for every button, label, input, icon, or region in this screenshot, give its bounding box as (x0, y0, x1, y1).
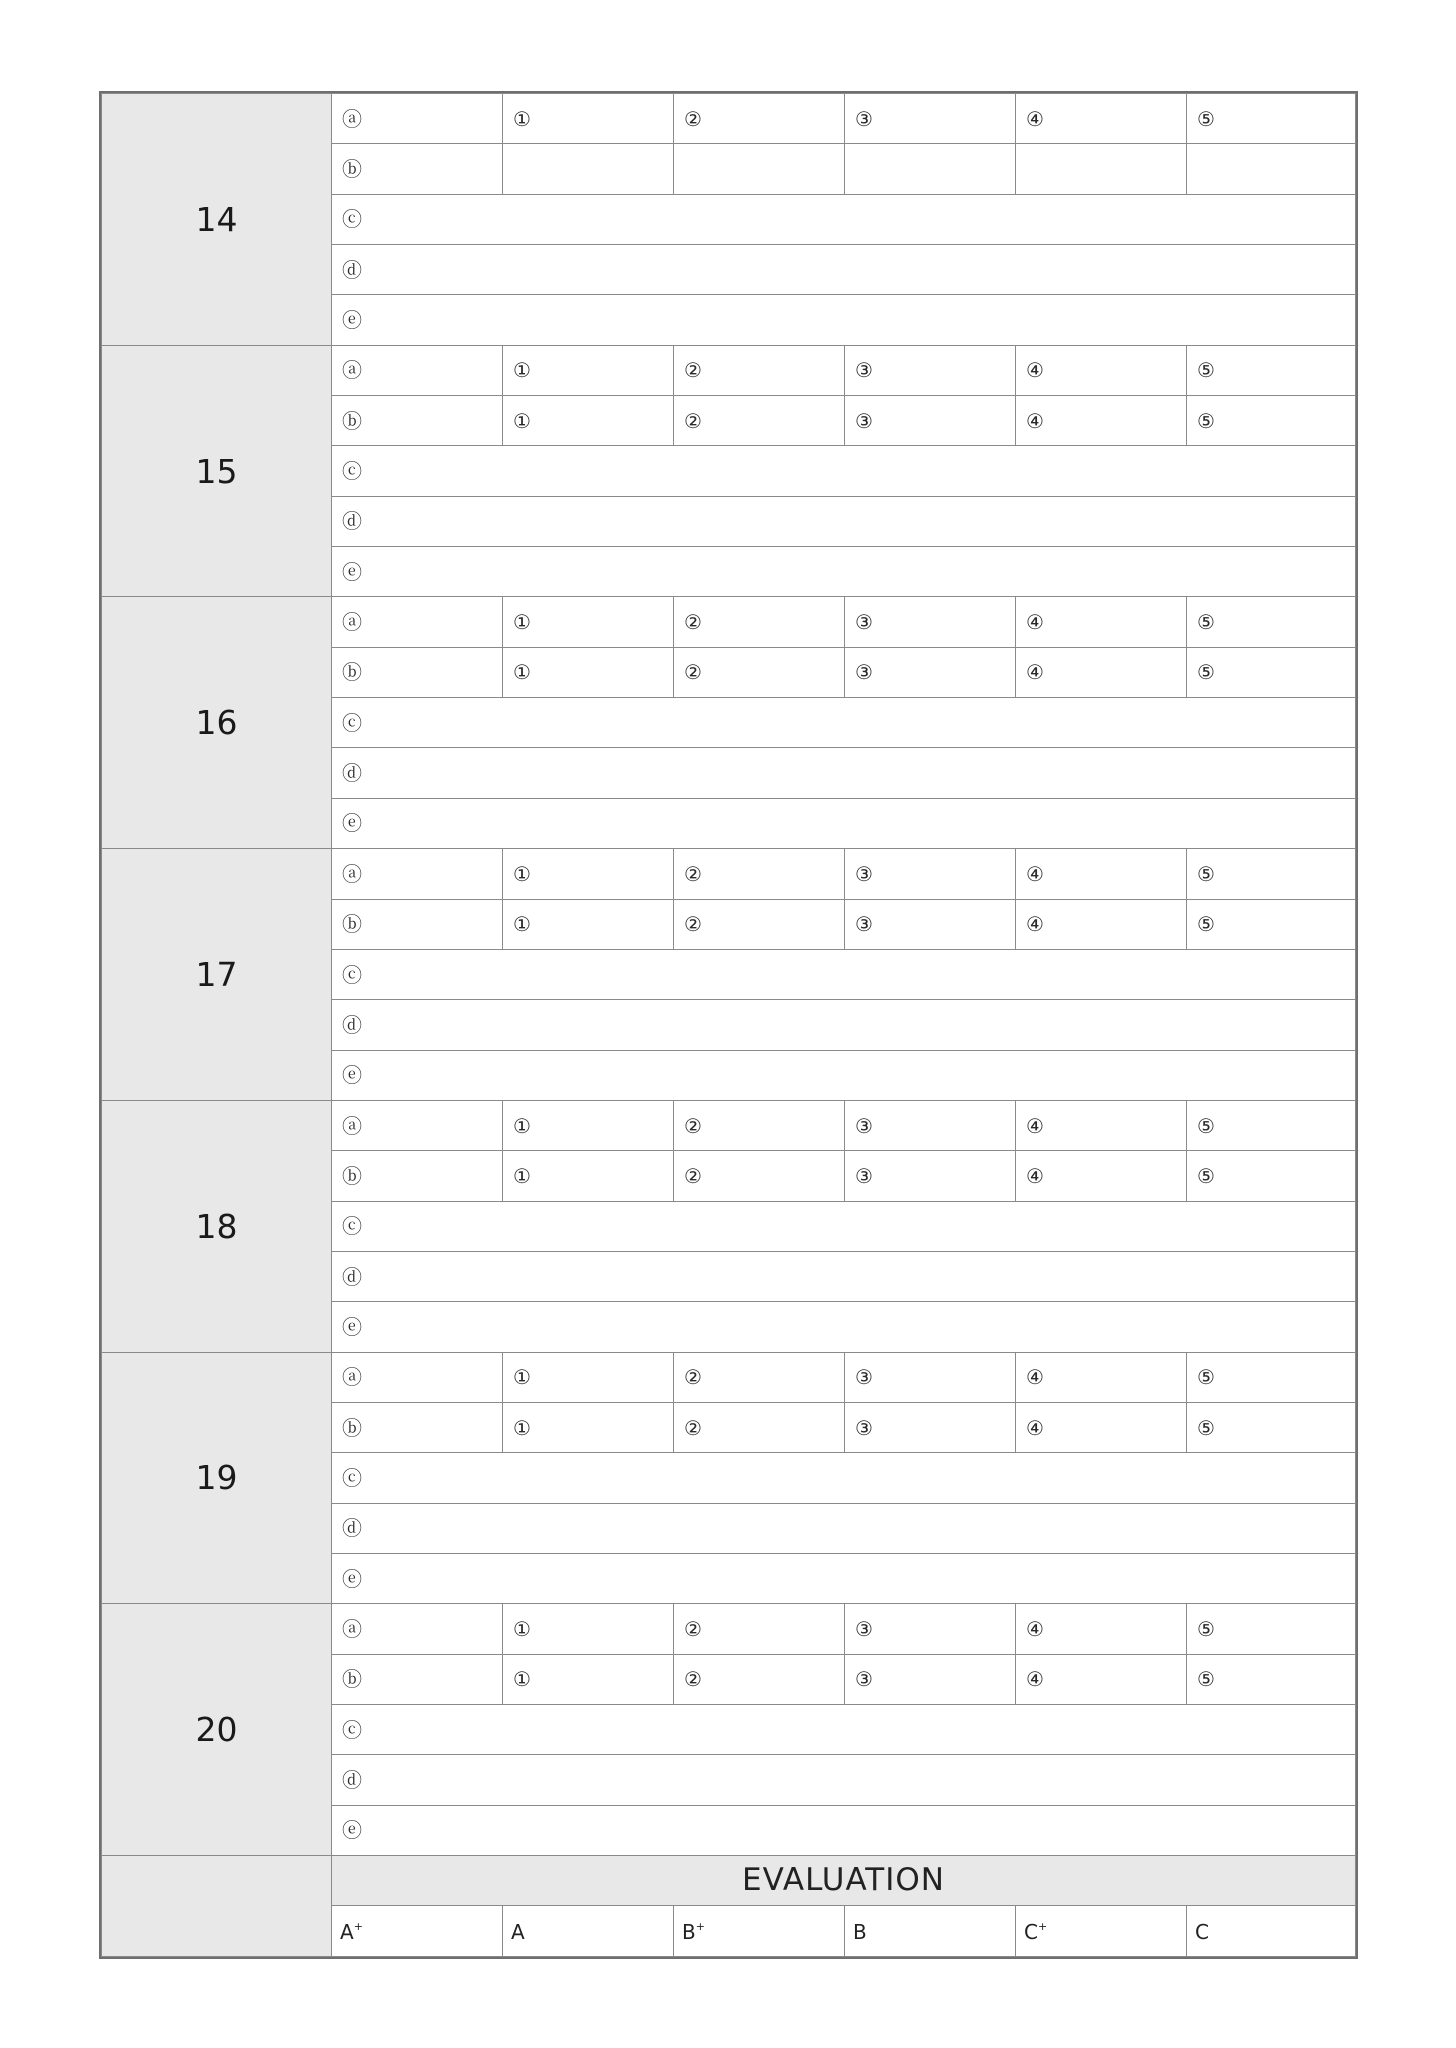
choice-cell[interactable]: ① (503, 597, 674, 647)
choice-cell[interactable]: ⑤ (1187, 647, 1356, 697)
grade-cell[interactable] (845, 1906, 1016, 1957)
evaluation-header-row (102, 1856, 1356, 1906)
question-number: 15 (102, 345, 332, 597)
sub-item-label: ⓐ (332, 94, 503, 144)
choice-cell[interactable]: ④ (1016, 396, 1187, 446)
choice-cell[interactable]: ④ (1016, 345, 1187, 395)
answer-line[interactable]: ⓔ (332, 295, 1356, 345)
sub-item-label: ⓑ (332, 1654, 503, 1704)
grade-letter: A (340, 1919, 354, 1944)
choice-cell[interactable] (674, 144, 845, 194)
answer-line[interactable]: ⓓ (332, 1755, 1356, 1805)
choice-cell[interactable]: ④ (1016, 94, 1187, 144)
choice-cell[interactable]: ① (503, 1604, 674, 1654)
choice-cell[interactable]: ④ (1016, 597, 1187, 647)
choice-cell[interactable]: ① (503, 1352, 674, 1402)
choice-cell[interactable]: ⑤ (1187, 396, 1356, 446)
choice-cell[interactable]: ⑤ (1187, 1604, 1356, 1654)
choice-cell[interactable]: ② (674, 1604, 845, 1654)
evaluation-blank-cell (102, 1856, 332, 1957)
choice-cell[interactable]: ③ (845, 849, 1016, 899)
choice-cell[interactable] (1187, 144, 1356, 194)
answer-row (102, 1352, 1356, 1402)
choice-cell[interactable]: ② (674, 1352, 845, 1402)
answer-row (102, 849, 1356, 899)
choice-cell[interactable]: ⑤ (1187, 899, 1356, 949)
answer-line[interactable]: ⓓ (332, 1251, 1356, 1301)
choice-cell[interactable]: ④ (1016, 1604, 1187, 1654)
choice-cell[interactable]: ⑤ (1187, 1654, 1356, 1704)
question-number: 14 (102, 94, 332, 346)
sub-item-label: ⓑ (332, 144, 503, 194)
choice-cell[interactable]: ① (503, 396, 674, 446)
answer-line[interactable]: ⓓ (332, 1503, 1356, 1553)
choice-cell[interactable] (503, 144, 674, 194)
sub-item-label: ⓐ (332, 1604, 503, 1654)
question-number: 20 (102, 1604, 332, 1856)
choice-cell[interactable]: ① (503, 1654, 674, 1704)
grade-letter: B (682, 1919, 696, 1944)
question-number: 16 (102, 597, 332, 849)
answer-line[interactable]: ⓔ (332, 798, 1356, 848)
sub-item-label: ⓑ (332, 647, 503, 697)
answer-line[interactable]: ⓔ (332, 1553, 1356, 1603)
sub-item-label: ⓐ (332, 345, 503, 395)
choice-cell[interactable]: ③ (845, 647, 1016, 697)
choice-cell[interactable]: ② (674, 345, 845, 395)
choice-cell[interactable]: ② (674, 1654, 845, 1704)
grade-cell[interactable] (1187, 1906, 1356, 1957)
choice-cell[interactable]: ② (674, 94, 845, 144)
sub-item-label: ⓐ (332, 1352, 503, 1402)
answer-line[interactable]: ⓔ (332, 1050, 1356, 1100)
choice-cell[interactable]: ③ (845, 899, 1016, 949)
choice-cell[interactable]: ③ (845, 94, 1016, 144)
grade-letter: A (511, 1919, 525, 1944)
grade-letter: C (1024, 1919, 1038, 1944)
answer-row (102, 1604, 1356, 1654)
sub-item-label: ⓑ (332, 1402, 503, 1452)
evaluation-title: EVALUATION (332, 1856, 1356, 1906)
answer-line[interactable]: ⓒ (332, 194, 1356, 244)
answer-line[interactable]: ⓔ (332, 547, 1356, 597)
answer-line[interactable]: ⓓ (332, 496, 1356, 546)
choice-cell[interactable]: ③ (845, 345, 1016, 395)
sub-item-label: ⓐ (332, 597, 503, 647)
grade-cell[interactable] (332, 1906, 503, 1957)
answer-row (102, 94, 1356, 144)
grade-letter: C (1195, 1919, 1209, 1944)
grade-cell[interactable] (674, 1906, 845, 1957)
choice-cell[interactable]: ① (503, 899, 674, 949)
sub-item-label: ⓑ (332, 899, 503, 949)
choice-cell[interactable]: ⑤ (1187, 597, 1356, 647)
choice-cell[interactable]: ① (503, 1151, 674, 1201)
choice-cell[interactable]: ① (503, 1100, 674, 1150)
choice-cell[interactable]: ② (674, 396, 845, 446)
sub-item-label: ⓑ (332, 1151, 503, 1201)
choice-cell[interactable]: ④ (1016, 1654, 1187, 1704)
choice-cell[interactable]: ③ (845, 1604, 1016, 1654)
grade-letter: B (853, 1919, 867, 1944)
choice-cell[interactable]: ③ (845, 1654, 1016, 1704)
answer-line[interactable]: ⓒ (332, 1201, 1356, 1251)
answer-grid (101, 93, 1356, 1957)
answer-row (102, 597, 1356, 647)
choice-cell[interactable]: ② (674, 1100, 845, 1150)
choice-cell[interactable]: ① (503, 1402, 674, 1452)
grade-mark: + (353, 1919, 363, 1933)
choice-cell[interactable]: ④ (1016, 1402, 1187, 1452)
choice-cell[interactable]: ⑤ (1187, 1100, 1356, 1150)
choice-cell[interactable]: ② (674, 1402, 845, 1452)
grade-mark: + (1037, 1919, 1048, 1933)
choice-cell[interactable]: ⑤ (1187, 849, 1356, 899)
choice-cell[interactable]: ③ (845, 1402, 1016, 1452)
choice-cell[interactable]: ③ (845, 1352, 1016, 1402)
answer-line[interactable]: ⓒ (332, 698, 1356, 748)
question-number: 19 (102, 1352, 332, 1604)
sub-item-label: ⓐ (332, 849, 503, 899)
choice-cell[interactable]: ④ (1016, 1352, 1187, 1402)
choice-cell[interactable]: ⑤ (1187, 1352, 1356, 1402)
choice-cell[interactable]: ① (503, 647, 674, 697)
answer-sheet (99, 91, 1358, 1959)
answer-row (102, 1100, 1356, 1150)
answer-line[interactable]: ⓔ (332, 1302, 1356, 1352)
question-number: 17 (102, 849, 332, 1101)
choice-cell[interactable]: ① (503, 94, 674, 144)
choice-cell[interactable]: ① (503, 849, 674, 899)
choice-cell[interactable]: ④ (1016, 1151, 1187, 1201)
choice-cell[interactable]: ④ (1016, 1100, 1187, 1150)
answer-line[interactable]: ⓒ (332, 446, 1356, 496)
sub-item-label: ⓐ (332, 1100, 503, 1150)
question-number: 18 (102, 1100, 332, 1352)
choice-cell[interactable]: ④ (1016, 647, 1187, 697)
grade-cell[interactable] (503, 1906, 674, 1957)
choice-cell[interactable]: ③ (845, 1151, 1016, 1201)
grade-mark: + (695, 1919, 705, 1933)
choice-cell[interactable]: ③ (845, 396, 1016, 446)
choice-cell[interactable]: ③ (845, 1100, 1016, 1150)
choice-cell[interactable]: ① (503, 345, 674, 395)
choice-cell[interactable]: ② (674, 647, 845, 697)
choice-cell[interactable]: ⑤ (1187, 345, 1356, 395)
choice-cell[interactable]: ② (674, 1151, 845, 1201)
choice-cell[interactable]: ② (674, 899, 845, 949)
answer-row (102, 345, 1356, 395)
choice-cell[interactable] (845, 144, 1016, 194)
choice-cell[interactable]: ③ (845, 597, 1016, 647)
answer-line[interactable]: ⓓ (332, 1000, 1356, 1050)
answer-line[interactable]: ⓓ (332, 748, 1356, 798)
sub-item-label: ⓑ (332, 396, 503, 446)
answer-line[interactable]: ⓒ (332, 1453, 1356, 1503)
answer-line[interactable]: ⓓ (332, 245, 1356, 295)
answer-line[interactable]: ⓒ (332, 1705, 1356, 1755)
answer-line[interactable]: ⓔ (332, 1805, 1356, 1855)
choice-cell[interactable]: ④ (1016, 899, 1187, 949)
grade-cell[interactable] (1016, 1906, 1187, 1957)
choice-cell[interactable]: ② (674, 849, 845, 899)
choice-cell[interactable] (1016, 144, 1187, 194)
choice-cell[interactable]: ② (674, 597, 845, 647)
choice-cell[interactable]: ⑤ (1187, 94, 1356, 144)
choice-cell[interactable]: ⑤ (1187, 1151, 1356, 1201)
answer-line[interactable]: ⓒ (332, 949, 1356, 999)
choice-cell[interactable]: ⑤ (1187, 1402, 1356, 1452)
choice-cell[interactable]: ④ (1016, 849, 1187, 899)
